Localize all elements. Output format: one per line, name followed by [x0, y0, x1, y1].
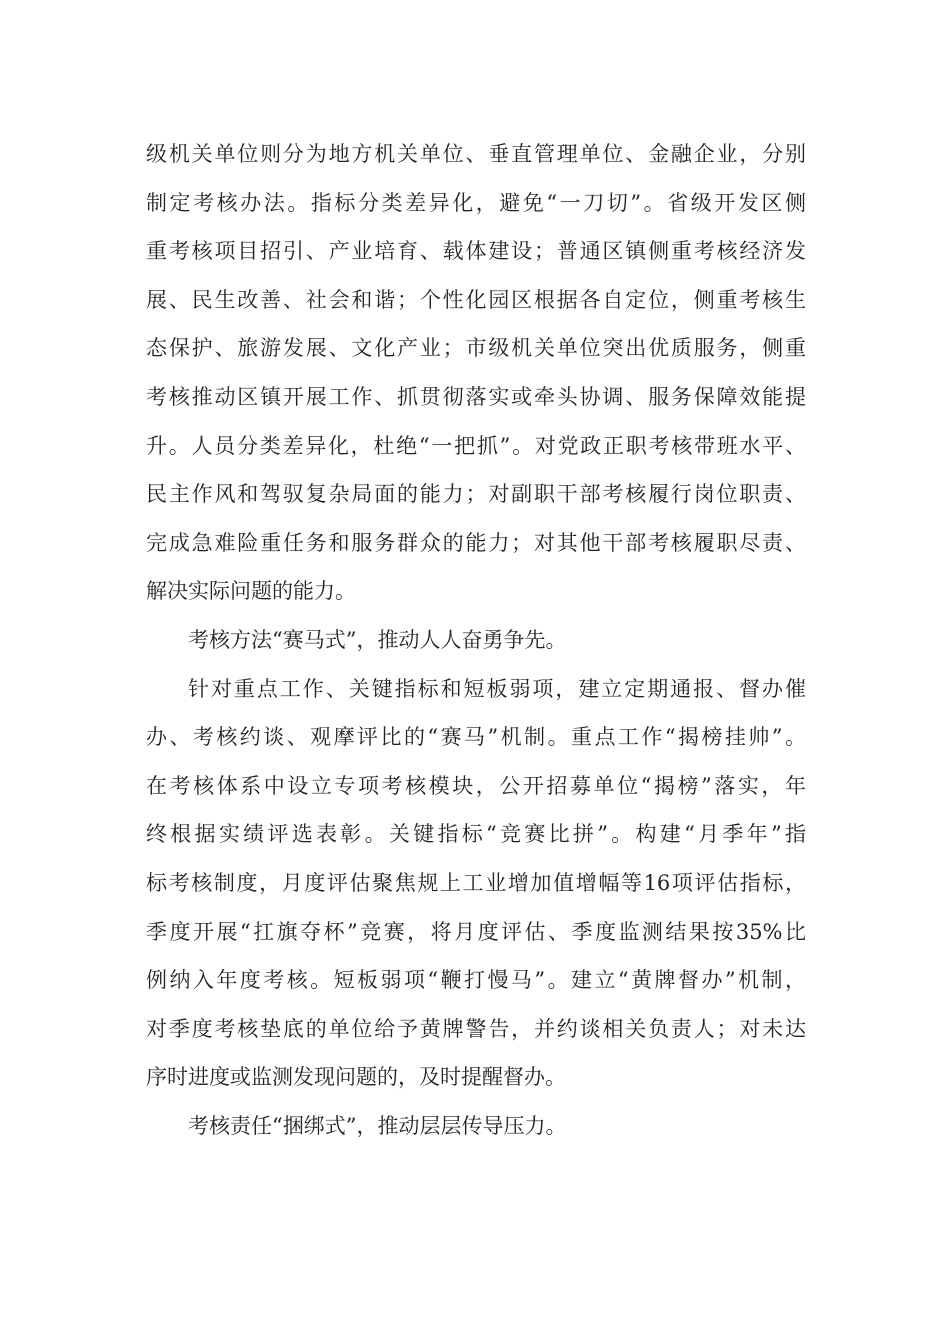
section-heading-method: 考核方法“赛马式”，推动人人奋勇争先。: [188, 627, 567, 652]
text-line: 制定考核办法。指标分类差异化，避免“一刀切”。省级开发区侧: [146, 190, 806, 215]
text-line: 展、民生改善、社会和谐；个性化园区根据各自定位，侧重考核生: [146, 287, 806, 312]
text-line: 序时进度或监测发现问题的，及时提醒督办。: [146, 1065, 566, 1090]
paragraph-horse-race: [146, 665, 806, 1102]
text-line: 解决实际问题的能力。: [146, 579, 356, 604]
text-line: 针对重点工作、关键指标和短板弱项，建立定期通报、督办催: [188, 676, 806, 701]
text-line: 考核推动区镇开展工作、抓贯彻落实或牵头协调、服务保障效能提: [146, 384, 806, 409]
text-line: 民主作风和驾驭复杂局面的能力；对副职干部考核履行岗位职责、: [146, 482, 806, 507]
document-body: [146, 130, 806, 1150]
text-line: 季度开展“扛旗夺杯”竞赛，将月度评估、季度监测结果按35%比: [146, 919, 806, 944]
paragraph-categorization: [146, 130, 806, 616]
text-line: 升。人员分类差异化，杜绝“一把抓”。对党政正职考核带班水平、: [146, 433, 806, 458]
section-heading-responsibility: 考核责任“捆绑式”，推动层层传导压力。: [188, 1113, 567, 1138]
text-line: 标考核制度，月度评估聚焦规上工业增加值增幅等16项评估指标，: [146, 870, 806, 895]
text-line: 终根据实绩评选表彰。关键指标“竞赛比拼”。构建“月季年”指: [146, 822, 806, 847]
text-line: 态保护、旅游发展、文化产业；市级机关单位突出优质服务，侧重: [146, 336, 806, 361]
text-line: 在考核体系中设立专项考核模块，公开招募单位“揭榜”落实，年: [146, 773, 806, 798]
text-line: 级机关单位则分为地方机关单位、垂直管理单位、金融企业，分别: [146, 142, 806, 166]
text-line: 对季度考核垫底的单位给予黄牌警告，并约谈相关负责人；对未达: [146, 1016, 806, 1041]
text-line: 例纳入年度考核。短板弱项“鞭打慢马”。建立“黄牌督办”机制，: [146, 968, 806, 993]
text-line: 完成急难险重任务和服务群众的能力；对其他干部考核履职尽责、: [146, 530, 806, 555]
text-line: 办、考核约谈、观摩评比的“赛马”机制。重点工作“揭榜挂帅”。: [146, 725, 806, 750]
text-line: 重考核项目招引、产业培育、载体建设；普通区镇侧重考核经济发: [146, 239, 806, 264]
